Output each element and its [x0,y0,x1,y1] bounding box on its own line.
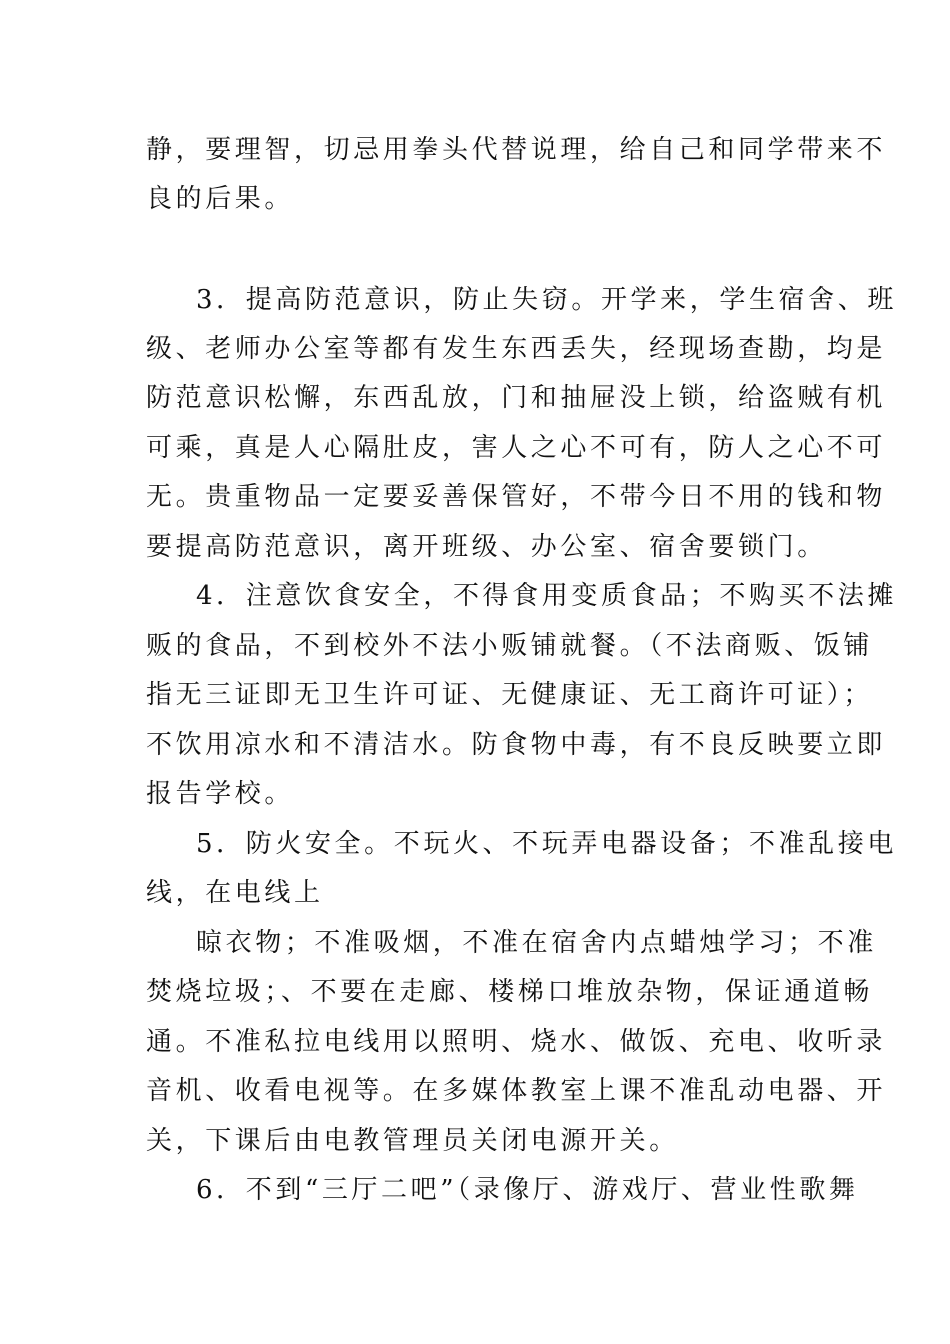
text-line: 6．不到“三厅二吧”（录像厅、游戏厅、营业性歌舞 [196,1175,859,1205]
text-line: 音机、收看电视等。在多媒体教室上课不准乱动电器、开 [146,1076,887,1106]
text-line: 报告学校。 [146,779,295,809]
text-line: 要提高防范意识，离开班级、办公室、宿舍要锁门。 [146,532,827,562]
text-line: 贩的食品，不到校外不法小贩铺就餐。（不法商贩、饭铺 [146,631,874,661]
text-line: 可乘，真是人心隔肚皮，害人之心不可有，防人之心不可 [146,433,887,463]
text-line: 4．注意饮食安全，不得食用变质食品；不购买不法摊 [196,581,897,611]
text-line: 级、老师办公室等都有发生东西丢失，经现场查勘，均是 [146,334,887,364]
text-line: 3．提高防范意识，防止失窃。开学来，学生宿舍、班 [196,285,897,315]
text-line: 通。不准私拉电线用以照明、烧水、做饭、充电、收听录 [146,1027,887,1057]
text-line: 不饮用凉水和不清洁水。防食物中毒，有不良反映要立即 [146,730,887,760]
text-line: 线，在电线上 [146,878,324,908]
text-line: 防范意识松懈，东西乱放，门和抽屉没上锁，给盗贼有机 [146,383,887,413]
text-line: 良的后果。 [146,184,295,214]
text-line: 无。贵重物品一定要妥善保管好，不带今日不用的钱和物 [146,482,887,512]
text-line: 5．防火安全。不玩火、不玩弄电器设备；不准乱接电 [196,829,897,859]
text-line: 晾衣物；不准吸烟，不准在宿舍内点蜡烛学习；不准 [196,928,877,958]
text-line: 关，下课后由电教管理员关闭电源开关。 [146,1126,679,1156]
text-line: 焚烧垃圾；、不要在走廊、楼梯口堆放杂物，保证通道畅 [146,977,874,1007]
text-line: 指无三证即无卫生许可证、无健康证、无工商许可证）； [146,680,874,710]
text-line: 静，要理智，切忌用拳头代替说理，给自己和同学带来不 [146,135,887,165]
